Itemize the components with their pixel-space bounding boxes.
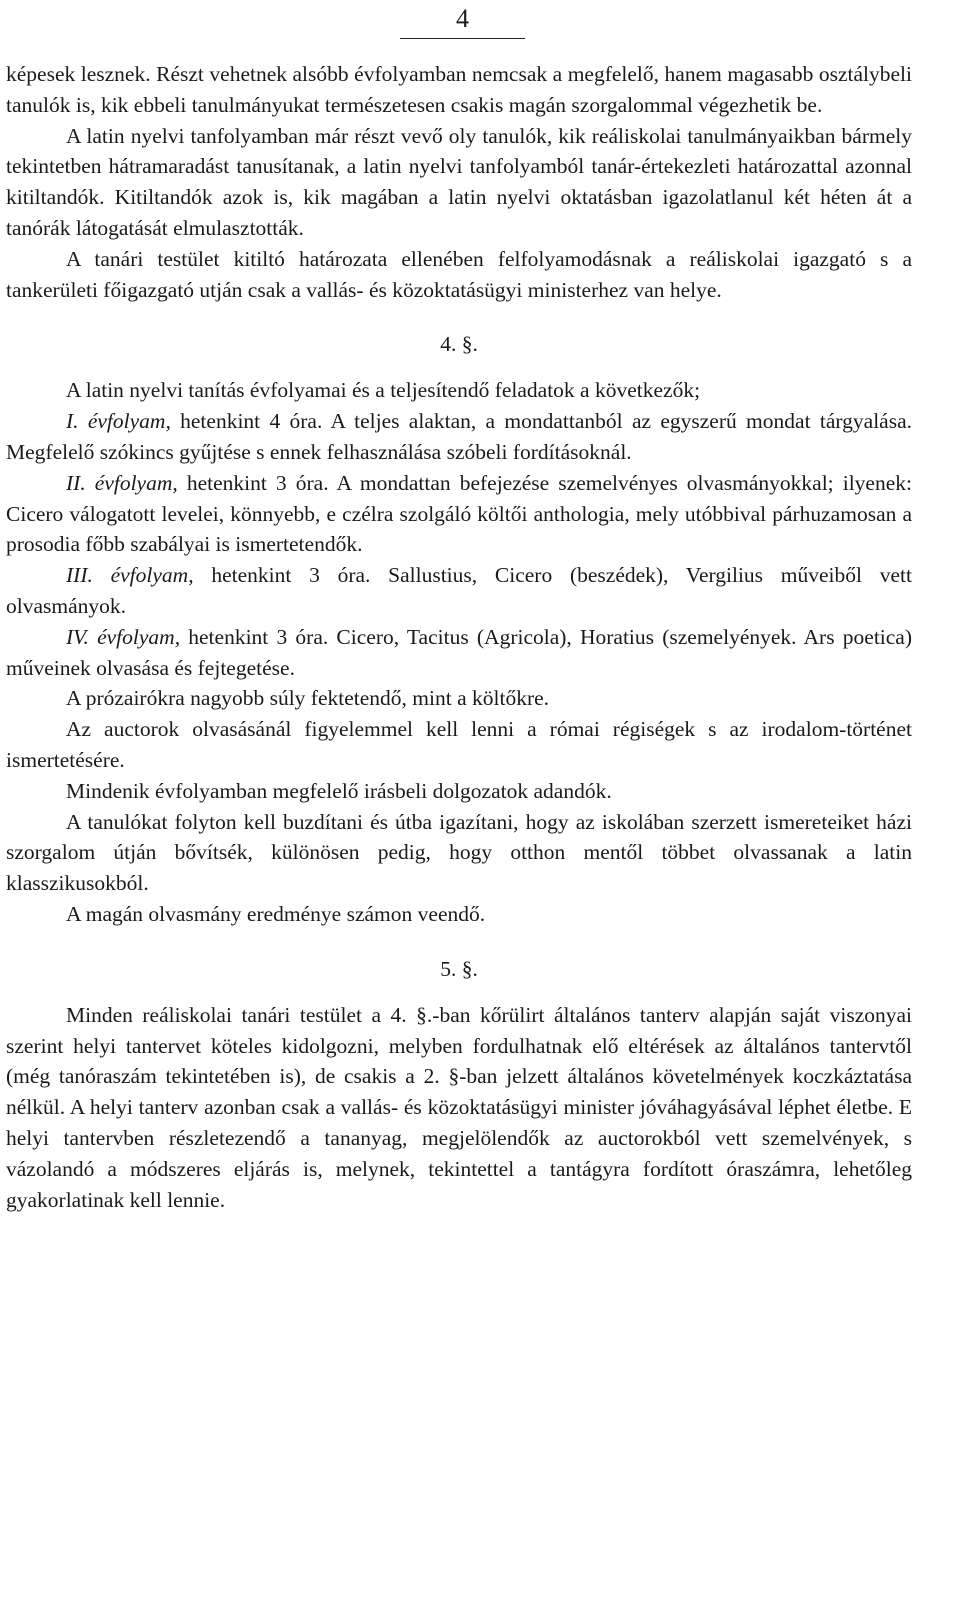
- year-4-label: IV. évfolyam,: [66, 624, 181, 649]
- note-encourage-reading: A tanulókat folyton kell buzdítani és útba igazítani, hogy az iskolában szerzett ismereteiket házi szorgalom útján bővítsék, különösen pedig, hogy otthon mentől többet olvassanak a latin klasszikusokból.: [6, 809, 912, 896]
- year-1-text: hetenkint 4 óra. A teljes alaktan, a mondattanból az egyszerű mondat tárgyalása. Megfelelő szókincs gyűjtése s ennek felhasználása szóbeli fordításoknál.: [6, 409, 912, 464]
- year-1-paragraph: [6, 406, 912, 468]
- section-heading-5: 5. §.: [440, 956, 478, 981]
- year-3-paragraph: [6, 560, 912, 622]
- note-private-reading: A magán olvasmány eredménye számon veendő.: [66, 901, 486, 926]
- year-3-label: III. évfolyam,: [66, 563, 194, 588]
- year-3-text: hetenkint 3 óra. Sallustius, Cicero (beszédek), Vergilius műveiből vett olvasmányok.: [6, 563, 912, 618]
- paragraph-exclusion: A latin nyelvi tanfolyamban már részt vevő oly tanulók, kik reáliskolai tanulmányaikban bármely tekintetben hátramaradást tanusítanak, a latin nyelvi tanfolyamból tanár-értekezleti határozattal azonnal kitiltandók. Kitiltandók azok is, kik magában a latin nyelvi oktatásban igazolatlanul két héten át a tanórák látogatását elmulasztották.: [6, 123, 912, 240]
- section-heading-4: 4. §.: [440, 332, 478, 357]
- note-antiquities: Az auctorok olvasásánál figyelemmel kell lenni a római régiségek s az irodalom-történet ismertetésére.: [6, 717, 912, 772]
- year-4-paragraph: [6, 622, 912, 684]
- note-prose-authors: A prózairókra nagyobb súly fektetendő, mint a költőkre.: [66, 686, 550, 711]
- paragraph-appeal: A tanári testület kitiltó határozata ellenében felfolyamodásnak a reáliskolai igazgató s a tankerületi főigazgató utján csak a vallás- és közoktatásügyi ministerhez van helye.: [6, 246, 912, 302]
- section4-intro: A latin nyelvi tanítás évfolyamai és a teljesítendő feladatok a következők;: [66, 378, 701, 403]
- note-written-work: Mindenik évfolyamban megfelelő irásbeli dolgozatok adandók.: [66, 778, 612, 803]
- year-2-paragraph: [6, 468, 912, 560]
- year-2-text: hetenkint 3 óra. A mondattan befejezése szemelvényes olvasmányokkal; ilyenek: Cicero válogatott levelei, könnyebb, e czélra szolgáló költői anthologia, mely utóbbival párhuzamosan a prosodia főbb szabályai is ismertetendők.: [6, 470, 912, 557]
- page-number-rule: [400, 38, 525, 39]
- year-2-label: II. évfolyam,: [66, 470, 178, 495]
- section5-paragraph: Minden reáliskolai tanári testület a 4. §.-ban kőrülirt általános tanterv alapján saját viszonyai szerint helyi tantervet köteles kidolgozni, melyben fordulhatnak elő eltérések az általános tantervtől (még tanóraszám tekintetében is), de csakis a 2. §-ban jelzett általános követelmények koczkáztatása nélkül. A helyi tanterv azonban csak a vallás- és közoktatásügyi minister jóváhagyásával léphet életbe. E helyi tantervben részletezendő a tananyag, megjelölendők az auctorokból vett szemelvények, s vázolandó a módszeres eljárás is, melynek, tekintettel a tantágyra fordított óraszámra, lehetőleg gyakorlatinak kell lennie.: [6, 1002, 912, 1212]
- body-text: [6, 59, 912, 1215]
- page-number: 4: [456, 4, 469, 33]
- paragraph-continued: képesek lesznek. Részt vehetnek alsóbb évfolyamban nemcsak a megfelelő, hanem magasabb osztálybeli tanulók is, kik ebbeli tanulmányukat természetesen csakis magán szorgalommal végezhetik be.: [6, 62, 912, 117]
- year-4-text: hetenkint 3 óra. Cicero, Tacitus (Agricola), Horatius (szemelyények. Ars poetica) műveinek olvasása és fejtegetése.: [6, 624, 913, 680]
- year-1-label: I. évfolyam,: [66, 409, 171, 434]
